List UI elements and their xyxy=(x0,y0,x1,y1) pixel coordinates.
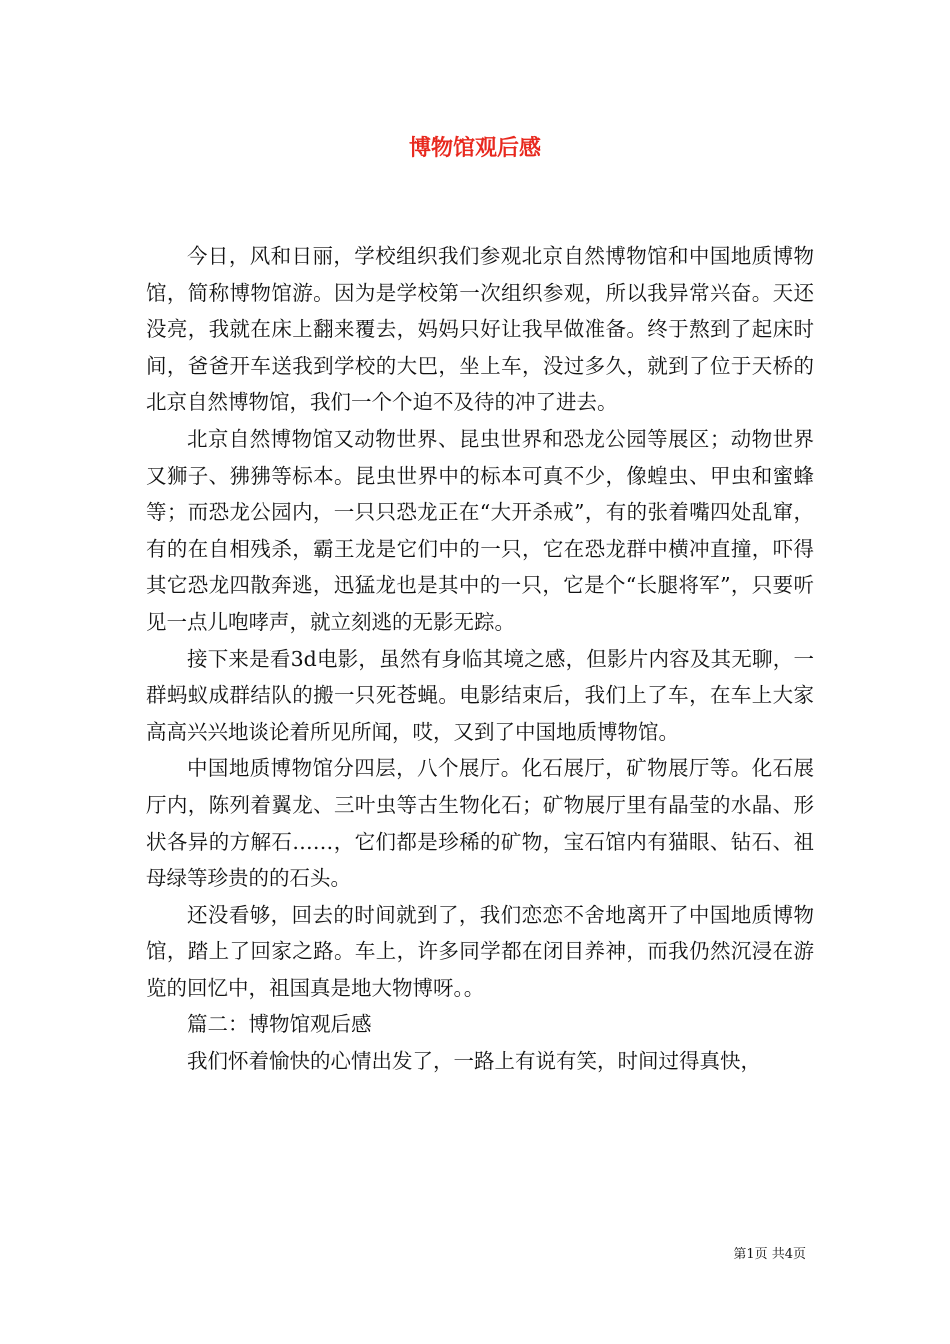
paragraph: 接下来是看3d电影，虽然有身临其境之感，但影片内容及其无聊，一群蚂蚁成群结队的搬一只死苍蝇。电影结束后，我们上了车，在车上大家高高兴兴地谈论着所见所闻，哎，又到了中国地质博物馆。 xyxy=(146,646,814,744)
paragraph: 中国地质博物馆分四层，八个展厅。化石展厅，矿物展厅等。化石展厅内，陈列着翼龙、三叶虫等古生物化石；矿物展厅里有晶莹的水晶、形状各异的方解石……，它们都是珍稀的矿物，宝石馆内有猫眼、钻石、祖母绿等珍贵的的石头。 xyxy=(146,756,814,891)
paragraph: 我们怀着愉快的心情出发了，一路上有说有笑，时间过得真快， xyxy=(187,1049,761,1074)
paragraph: 北京自然博物馆又动物世界、昆虫世界和恐龙公园等展区；动物世界又狮子、狒狒等标本。昆虫世界中的标本可真不少，像蝗虫、甲虫和蜜蜂等；而恐龙公园内，一只只恐龙正在“大开杀戒”，有的张着嘴四处乱窜，有的在自相残杀，霸王龙是它们中的一只，它在恐龙群中横冲直撞，吓得其它恐龙四散奔逃，迅猛龙也是其中的一只，它是个“长腿将军”，只要听见一点儿咆哮声，就立刻逃的无影无踪。 xyxy=(146,426,814,634)
paragraph: 还没看够，回去的时间就到了，我们恋恋不舍地离开了中国地质博物馆，踏上了回家之路。车上，许多同学都在闭目养神，而我仍然沉浸在游览的回忆中，祖国真是地大物博呀。。 xyxy=(146,902,814,1000)
paragraph: 今日，风和日丽，学校组织我们参观北京自然博物馆和中国地质博物馆，简称博物馆游。因为是学校第一次组织参观，所以我异常兴奋。天还没亮，我就在床上翻来覆去，妈妈只好让我早做准备。终于熬到了起床时间，爸爸开车送我到学校的大巴，坐上车，没过多久，就到了位于天桥的北京自然博物馆，我们一个个迫不及待的冲了进去。 xyxy=(146,244,814,415)
document-body xyxy=(146,238,814,1080)
page-number: 第1页 共4页 xyxy=(733,1247,806,1262)
section-heading: 篇二：博物馆观后感 xyxy=(187,1012,372,1037)
page-title: 博物馆观后感 xyxy=(408,135,541,161)
